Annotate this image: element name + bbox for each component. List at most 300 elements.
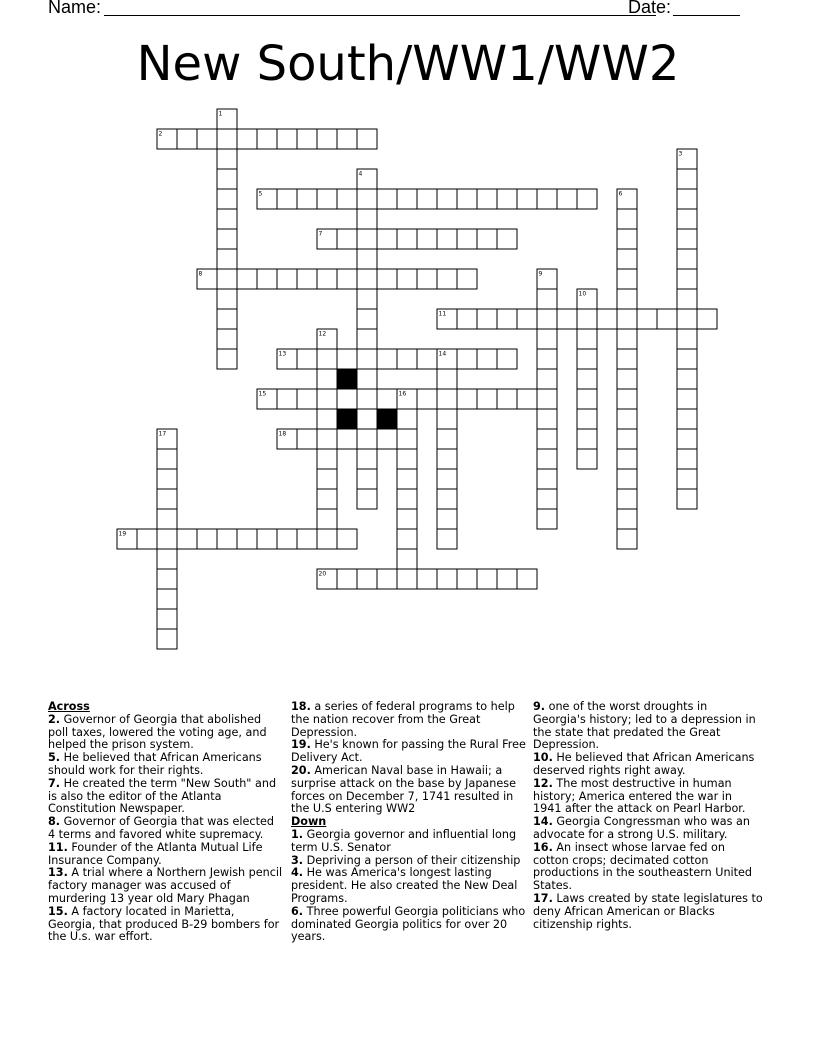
clue-number: 20. xyxy=(291,763,311,777)
down-clue xyxy=(291,829,527,855)
grid-cell[interactable] xyxy=(197,529,217,549)
across-heading: Across xyxy=(48,700,90,713)
grid-cell[interactable] xyxy=(617,529,637,549)
down-clue xyxy=(533,893,763,931)
grid-cell[interactable] xyxy=(397,529,417,549)
grid-cell[interactable] xyxy=(217,229,237,249)
across-clue xyxy=(291,701,527,739)
grid-cell[interactable] xyxy=(297,129,317,149)
grid-cell[interactable] xyxy=(157,489,177,509)
grid-cell[interactable] xyxy=(297,429,317,449)
grid-cell[interactable] xyxy=(217,269,237,289)
grid-cell[interactable] xyxy=(397,349,417,369)
grid-cell[interactable] xyxy=(577,449,597,469)
grid-cell[interactable] xyxy=(677,269,697,289)
cell-number: 14 xyxy=(438,350,447,358)
grid-cell[interactable] xyxy=(277,389,297,409)
grid-cell[interactable] xyxy=(317,189,337,209)
clue-text: He was America's longest lasting president. He also created the New Deal Programs. xyxy=(291,866,518,905)
grid-cell[interactable] xyxy=(417,229,437,249)
cell-number: 9 xyxy=(538,270,543,278)
grid-cell[interactable] xyxy=(297,389,317,409)
grid-cell[interactable] xyxy=(677,229,697,249)
grid-cell[interactable] xyxy=(477,309,497,329)
clue-text: Three powerful Georgia politicians who dominated Georgia politics for over 20 years. xyxy=(291,904,526,944)
grid-cell[interactable] xyxy=(357,489,377,509)
cell-number: 4 xyxy=(358,170,363,178)
grid-cell[interactable] xyxy=(537,369,557,389)
grid-cell[interactable] xyxy=(457,269,477,289)
clue-text: He believed that African Americans should work for their rights. xyxy=(48,751,262,777)
grid-cell[interactable] xyxy=(377,269,397,289)
grid-cell[interactable] xyxy=(437,389,457,409)
grid-cell[interactable] xyxy=(337,229,357,249)
grid-cell[interactable] xyxy=(397,569,417,589)
grid-cell[interactable] xyxy=(537,509,557,529)
grid-cell[interactable] xyxy=(537,469,557,489)
grid-cell[interactable] xyxy=(217,529,237,549)
grid-cell[interactable] xyxy=(157,589,177,609)
grid-cell[interactable] xyxy=(217,329,237,349)
clue-number: 9. xyxy=(533,700,546,713)
grid-cell[interactable] xyxy=(397,489,417,509)
cell-number: 19 xyxy=(118,530,127,538)
grid-cell[interactable] xyxy=(137,529,157,549)
grid-cell[interactable] xyxy=(217,289,237,309)
clue-text: Founder of the Atlanta Mutual Life Insurance Company. xyxy=(48,840,263,867)
grid-cell[interactable] xyxy=(617,389,637,409)
grid-cell[interactable] xyxy=(377,349,397,369)
grid-cell[interactable] xyxy=(297,189,317,209)
grid-cell[interactable] xyxy=(217,249,237,269)
clue-text: Depriving a person of their citizenship xyxy=(306,853,521,867)
grid-cell[interactable] xyxy=(497,389,517,409)
grid-cell[interactable] xyxy=(677,189,697,209)
grid-cell[interactable] xyxy=(357,329,377,349)
cell-number: 3 xyxy=(678,150,683,158)
clue-number: 7. xyxy=(48,776,61,790)
clue-number: 3. xyxy=(291,853,304,867)
grid-cell[interactable] xyxy=(477,229,497,249)
grid-cell[interactable] xyxy=(577,349,597,369)
clue-number: 16. xyxy=(533,840,553,854)
grid-cell[interactable] xyxy=(357,409,377,429)
grid-cell[interactable] xyxy=(317,349,337,369)
grid-cell[interactable] xyxy=(397,509,417,529)
grid-cell[interactable] xyxy=(437,409,457,429)
clue-number: 13. xyxy=(48,866,68,880)
clue-number: 18. xyxy=(291,700,311,713)
grid-cell[interactable] xyxy=(537,389,557,409)
grid-cell[interactable] xyxy=(357,469,377,489)
grid-cell[interactable] xyxy=(477,389,497,409)
grid-cell[interactable] xyxy=(537,289,557,309)
grid-cell[interactable] xyxy=(397,409,417,429)
black-cell xyxy=(337,409,357,429)
grid-cell[interactable] xyxy=(677,209,697,229)
date-label: Date: xyxy=(628,0,672,17)
grid-cell[interactable] xyxy=(157,609,177,629)
cell-number: 1 xyxy=(218,110,223,118)
grid-cell[interactable] xyxy=(417,389,437,409)
grid-cell[interactable] xyxy=(537,309,557,329)
grid-cell[interactable] xyxy=(457,309,477,329)
grid-cell[interactable] xyxy=(157,449,177,469)
grid-cell[interactable] xyxy=(237,129,257,149)
grid-cell[interactable] xyxy=(357,129,377,149)
grid-cell[interactable] xyxy=(377,189,397,209)
cell-number: 2 xyxy=(158,130,163,138)
cell-number: 20 xyxy=(318,570,327,578)
cell-number: 6 xyxy=(618,190,623,198)
grid-cell[interactable] xyxy=(397,549,417,569)
grid-cell[interactable] xyxy=(677,349,697,369)
grid-cell[interactable] xyxy=(537,489,557,509)
grid-cell[interactable] xyxy=(317,429,337,449)
clue-text: He believed that African Americans deserved rights right away. xyxy=(533,751,755,777)
grid-cell[interactable] xyxy=(217,169,237,189)
grid-cell[interactable] xyxy=(517,569,537,589)
grid-cell[interactable] xyxy=(677,389,697,409)
grid-cell[interactable] xyxy=(357,309,377,329)
clue-text: Governor of Georgia that abolished poll taxes, lowered the voting age, and helped the prison system. xyxy=(48,712,267,752)
grid-cell[interactable] xyxy=(417,569,437,589)
grid-cell[interactable] xyxy=(677,429,697,449)
grid-cell[interactable] xyxy=(557,189,577,209)
grid-cell[interactable] xyxy=(477,349,497,369)
grid-cell[interactable] xyxy=(437,429,457,449)
clue-number: 8. xyxy=(48,815,61,829)
grid-cell[interactable] xyxy=(397,449,417,469)
grid-cell[interactable] xyxy=(457,189,477,209)
clue-number: 1. xyxy=(291,827,304,841)
grid-cell[interactable] xyxy=(457,349,477,369)
grid-cell[interactable] xyxy=(417,269,437,289)
grid-cell[interactable] xyxy=(437,489,457,509)
grid-cell[interactable] xyxy=(337,189,357,209)
grid-cell[interactable] xyxy=(457,569,477,589)
clue-text: The most destructive in human history; America entered the war in 1941 after the attack on Pearl Harbor. xyxy=(533,776,746,816)
grid-cell[interactable] xyxy=(577,429,597,449)
grid-cell[interactable] xyxy=(457,389,477,409)
across-clue xyxy=(48,778,284,816)
grid-cell[interactable] xyxy=(617,409,637,429)
grid-cell[interactable] xyxy=(477,569,497,589)
grid-cell[interactable] xyxy=(317,449,337,469)
grid-cell[interactable] xyxy=(437,509,457,529)
grid-cell[interactable] xyxy=(677,309,697,329)
grid-cell[interactable] xyxy=(677,469,697,489)
grid-cell[interactable] xyxy=(157,529,177,549)
grid-cell[interactable] xyxy=(297,269,317,289)
clue-text: American Naval base in Hawaii; a surprise attack on the base by Japanese forces on December 7, 1741 resulted in the U.S entering WW2 xyxy=(291,763,516,816)
clue-text: Georgia Congressman who was an advocate for a strong U.S. military. xyxy=(533,815,750,841)
grid-cell[interactable] xyxy=(357,189,377,209)
grid-cell[interactable] xyxy=(497,349,517,369)
clue-number: 4. xyxy=(291,866,304,880)
across-clue xyxy=(48,906,284,944)
grid-cell[interactable] xyxy=(377,229,397,249)
black-cell xyxy=(337,369,357,389)
grid-cell[interactable] xyxy=(357,389,377,409)
grid-cell[interactable] xyxy=(157,569,177,589)
grid-cell[interactable] xyxy=(677,489,697,509)
grid-cell[interactable] xyxy=(397,189,417,209)
grid-cell[interactable] xyxy=(577,369,597,389)
grid-cell[interactable] xyxy=(277,189,297,209)
clue-text: Georgia governor and influential long term U.S. Senator xyxy=(291,827,517,854)
grid-cell[interactable] xyxy=(537,349,557,369)
grid-cell[interactable] xyxy=(217,209,237,229)
grid-cell[interactable] xyxy=(577,189,597,209)
grid-cell[interactable] xyxy=(337,129,357,149)
grid-cell[interactable] xyxy=(617,509,637,529)
grid-cell[interactable] xyxy=(277,269,297,289)
grid-cell[interactable] xyxy=(197,129,217,149)
across-clue xyxy=(48,752,284,778)
clues-column-3 xyxy=(533,701,763,931)
cell-number: 7 xyxy=(318,230,323,238)
grid-cell[interactable] xyxy=(157,509,177,529)
grid-cell[interactable] xyxy=(437,369,457,389)
grid-cell[interactable] xyxy=(617,269,637,289)
grid-cell[interactable] xyxy=(217,309,237,329)
cell-number: 18 xyxy=(278,430,287,438)
grid-cell[interactable] xyxy=(357,209,377,229)
grid-cell[interactable] xyxy=(317,529,337,549)
down-clue xyxy=(533,701,763,752)
clue-text: one of the worst droughts in Georgia's history; led to a depression in the state that predated the Great Depression. xyxy=(533,700,756,752)
grid-cell[interactable] xyxy=(697,309,717,329)
clue-number: 5. xyxy=(48,751,61,765)
grid-cell[interactable] xyxy=(617,249,637,269)
grid-cell[interactable] xyxy=(377,429,397,449)
grid-cell[interactable] xyxy=(397,429,417,449)
grid-cell[interactable] xyxy=(357,289,377,309)
grid-cell[interactable] xyxy=(537,429,557,449)
grid-cell[interactable] xyxy=(257,129,277,149)
grid-cell[interactable] xyxy=(677,169,697,189)
grid-cell[interactable] xyxy=(657,309,677,329)
grid-cell[interactable] xyxy=(497,569,517,589)
cell-number: 13 xyxy=(278,350,287,358)
grid-cell[interactable] xyxy=(397,229,417,249)
grid-cell[interactable] xyxy=(677,329,697,349)
across-clue xyxy=(291,739,527,765)
black-cell xyxy=(377,409,397,429)
grid-cell[interactable] xyxy=(577,329,597,349)
clue-number: 10. xyxy=(533,751,553,765)
grid-cell[interactable] xyxy=(317,389,337,409)
grid-cell[interactable] xyxy=(517,189,537,209)
grid-cell[interactable] xyxy=(617,329,637,349)
grid-cell[interactable] xyxy=(497,189,517,209)
grid-cell[interactable] xyxy=(677,369,697,389)
clues-column-1 xyxy=(48,701,284,944)
grid-cell[interactable] xyxy=(297,349,317,369)
grid-cell[interactable] xyxy=(537,449,557,469)
grid-cell[interactable] xyxy=(317,369,337,389)
grid-cell[interactable] xyxy=(537,409,557,429)
grid-cell[interactable] xyxy=(337,569,357,589)
down-heading: Down xyxy=(291,815,327,829)
grid-cell[interactable] xyxy=(577,309,597,329)
grid-cell[interactable] xyxy=(317,269,337,289)
grid-cell[interactable] xyxy=(617,309,637,329)
grid-cell[interactable] xyxy=(437,449,457,469)
grid-cell[interactable] xyxy=(617,349,637,369)
grid-cell[interactable] xyxy=(237,269,257,289)
grid-cell[interactable] xyxy=(337,529,357,549)
grid-cell[interactable] xyxy=(677,449,697,469)
clue-number: 19. xyxy=(291,738,311,752)
cell-number: 5 xyxy=(258,190,263,198)
grid-cell[interactable] xyxy=(437,189,457,209)
grid-cell[interactable] xyxy=(577,409,597,429)
grid-cell[interactable] xyxy=(617,449,637,469)
down-clue xyxy=(291,906,527,944)
grid-cell[interactable] xyxy=(317,129,337,149)
grid-cell[interactable] xyxy=(457,229,477,249)
across-clue xyxy=(48,867,284,905)
grid-cell[interactable] xyxy=(217,129,237,149)
grid-cell[interactable] xyxy=(277,529,297,549)
grid-cell[interactable] xyxy=(517,389,537,409)
grid-cell[interactable] xyxy=(597,309,617,329)
grid-cell[interactable] xyxy=(517,309,537,329)
grid-cell[interactable] xyxy=(397,269,417,289)
clues-column-2 xyxy=(291,701,527,944)
grid-cell[interactable] xyxy=(617,229,637,249)
grid-cell[interactable] xyxy=(417,349,437,369)
grid-cell[interactable] xyxy=(617,469,637,489)
grid-cell[interactable] xyxy=(357,429,377,449)
clue-text: Governor of Georgia that was elected 4 terms and favored white supremacy. xyxy=(48,815,274,841)
grid-cell[interactable] xyxy=(637,309,657,329)
grid-cell[interactable] xyxy=(317,409,337,429)
grid-cell[interactable] xyxy=(277,129,297,149)
grid-cell[interactable] xyxy=(557,309,577,329)
across-clue xyxy=(291,765,527,816)
grid-cell[interactable] xyxy=(357,249,377,269)
grid-cell[interactable] xyxy=(337,269,357,289)
clue-text: He created the term "New South" and is also the editor of the Atlanta Constitution Newspaper. xyxy=(48,776,277,816)
clue-text: A factory located in Marietta, Georgia, that produced B-29 bombers for the U.s. war effort. xyxy=(48,904,280,944)
grid-cell[interactable] xyxy=(297,529,317,549)
cell-number: 12 xyxy=(318,330,327,338)
grid-cell[interactable] xyxy=(337,349,357,369)
clue-number: 17. xyxy=(533,891,553,905)
grid-cell[interactable] xyxy=(537,189,557,209)
grid-cell[interactable] xyxy=(377,569,397,589)
name-label: Name: xyxy=(48,0,102,17)
grid-cell[interactable] xyxy=(437,229,457,249)
grid-cell[interactable] xyxy=(437,269,457,289)
down-clue xyxy=(533,842,763,893)
grid-cell[interactable] xyxy=(177,129,197,149)
clue-number: 14. xyxy=(533,815,553,829)
grid-cell[interactable] xyxy=(257,269,277,289)
grid-cell[interactable] xyxy=(397,469,417,489)
grid-cell[interactable] xyxy=(677,289,697,309)
grid-cell[interactable] xyxy=(317,509,337,529)
clue-text: He's known for passing the Rural Free Delivery Act. xyxy=(291,738,526,765)
grid-cell[interactable] xyxy=(437,529,457,549)
grid-cell[interactable] xyxy=(217,149,237,169)
grid-cell[interactable] xyxy=(237,529,257,549)
clue-number: 2. xyxy=(48,712,61,726)
clue-text: Laws created by state legislatures to deny African American or Blacks citizenship rights. xyxy=(533,891,763,931)
down-clue xyxy=(533,752,763,778)
down-clue xyxy=(533,816,763,842)
grid-cell[interactable] xyxy=(617,429,637,449)
grid-cell[interactable] xyxy=(357,349,377,369)
cell-number: 17 xyxy=(158,430,167,438)
grid-cell[interactable] xyxy=(477,189,497,209)
grid-cell[interactable] xyxy=(157,469,177,489)
grid-cell[interactable] xyxy=(377,389,397,409)
clue-number: 6. xyxy=(291,904,304,918)
grid-cell[interactable] xyxy=(437,469,457,489)
clue-text: An insect whose larvae fed on cotton crops; decimated cotton productions in the southeastern United States. xyxy=(533,840,753,893)
grid-cell[interactable] xyxy=(497,229,517,249)
down-clue xyxy=(533,778,763,816)
grid-cell[interactable] xyxy=(357,269,377,289)
grid-cell[interactable] xyxy=(357,569,377,589)
clue-text: A trial where a Northern Jewish pencil factory manager was accused of murdering 13 year old Mary Phagan xyxy=(48,866,283,905)
across-clue xyxy=(48,816,284,842)
grid-cell[interactable] xyxy=(417,189,437,209)
cell-number: 10 xyxy=(578,290,587,298)
grid-cell[interactable] xyxy=(617,489,637,509)
grid-cell[interactable] xyxy=(577,389,597,409)
down-clue xyxy=(291,867,527,905)
grid-cell[interactable] xyxy=(317,469,337,489)
grid-cell[interactable] xyxy=(617,289,637,309)
clue-text: a series of federal programs to help the nation recover from the Great Depression. xyxy=(291,700,515,739)
cell-number: 15 xyxy=(258,390,267,398)
grid-cell[interactable] xyxy=(257,529,277,549)
grid-cell[interactable] xyxy=(157,549,177,569)
grid-cell[interactable] xyxy=(677,409,697,429)
grid-cell[interactable] xyxy=(617,209,637,229)
grid-cell[interactable] xyxy=(677,249,697,269)
grid-cell[interactable] xyxy=(497,309,517,329)
page-title: New South/WW1/WW2 xyxy=(136,36,680,92)
cell-number: 8 xyxy=(198,270,203,278)
grid-cell[interactable] xyxy=(337,389,357,409)
grid-cell[interactable] xyxy=(357,369,377,389)
grid-cell[interactable] xyxy=(617,369,637,389)
across-clue xyxy=(48,714,284,752)
cell-number: 11 xyxy=(438,310,447,318)
clue-number: 12. xyxy=(533,776,553,790)
clue-number: 11. xyxy=(48,840,68,854)
grid-cell[interactable] xyxy=(217,349,237,369)
grid-cell[interactable] xyxy=(337,429,357,449)
grid-cell[interactable] xyxy=(357,229,377,249)
grid-cell[interactable] xyxy=(317,489,337,509)
across-clue xyxy=(48,842,284,868)
grid-cell[interactable] xyxy=(437,569,457,589)
grid-cell[interactable] xyxy=(217,189,237,209)
clue-number: 15. xyxy=(48,904,68,918)
grid-cell[interactable] xyxy=(357,449,377,469)
grid-cell[interactable] xyxy=(157,629,177,649)
grid-cell[interactable] xyxy=(177,529,197,549)
cell-number: 16 xyxy=(398,390,407,398)
grid-cell[interactable] xyxy=(537,329,557,349)
